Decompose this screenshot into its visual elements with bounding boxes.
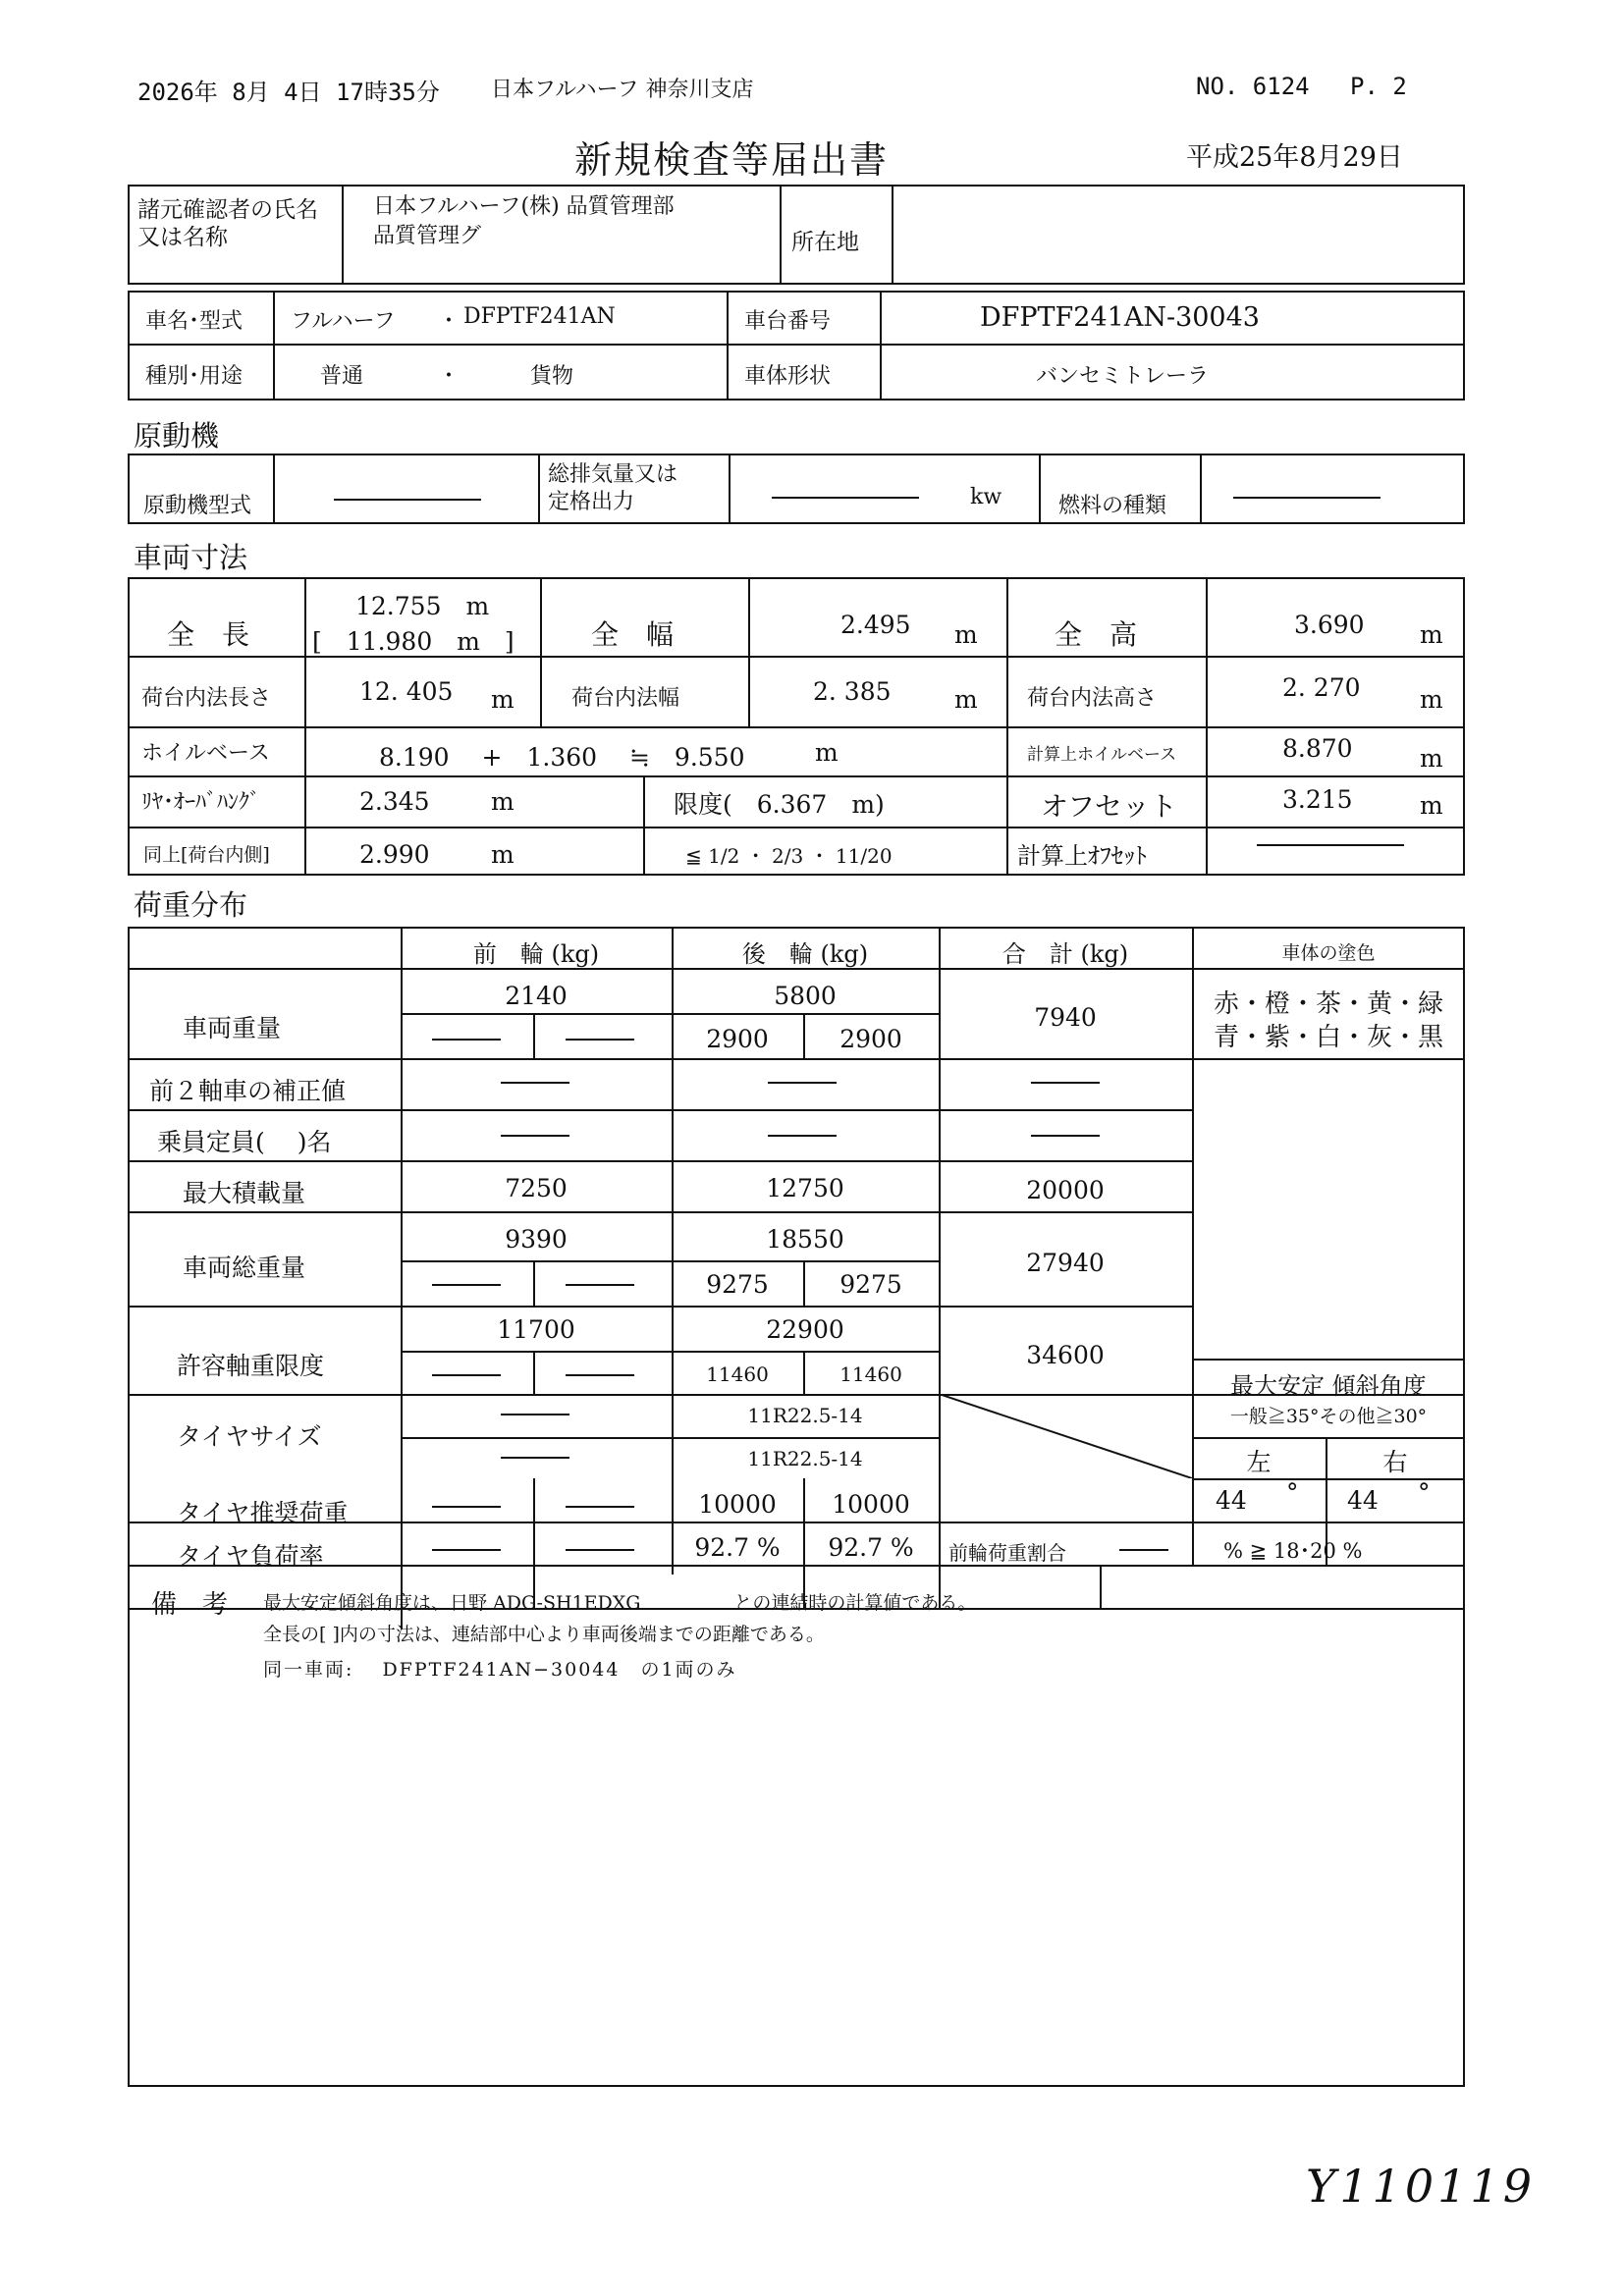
stability-left-angle: 44 <box>1216 1486 1247 1515</box>
bed-width-unit: m <box>954 685 978 714</box>
fuel-label: 燃料の種類 <box>1058 494 1167 518</box>
calc-wheelbase-value: 8.870 <box>1282 734 1353 763</box>
stability-condition: 一般≧35°その他≧30° <box>1229 1406 1428 1427</box>
engine-section-title: 原動機 <box>134 419 220 453</box>
serial-value: DFPTF241AN-30043 <box>980 302 1260 333</box>
bed-width-value: 2. 385 <box>813 677 892 706</box>
tire-load-rear-right: 10000 <box>832 1490 910 1519</box>
vehicle-weight-rear-left: 2900 <box>706 1025 769 1053</box>
remarks-line-1: 最大安定傾斜角度は、日野 ADG-SH1EDXG との連結時の計算値である。 <box>263 1592 977 1614</box>
width-label: 全 幅 <box>591 618 675 651</box>
fax-page: P. 2 <box>1350 73 1407 100</box>
document-title: 新規検査等届出書 <box>574 138 890 182</box>
offset-label: オフセット <box>1041 790 1177 823</box>
document-date: 平成25年8月29日 <box>1186 142 1403 173</box>
header-paint: 車体の塗色 <box>1281 942 1376 964</box>
vehicle-weight-total: 7940 <box>1034 1003 1097 1032</box>
wheelbase-label: ホイルベース <box>141 741 270 766</box>
calc-wheelbase-label: 計算上ホイルベース <box>1027 745 1177 765</box>
bed-height-value: 2. 270 <box>1282 673 1361 702</box>
stability-right-label: 右 <box>1382 1448 1408 1476</box>
gross-weight-total: 27940 <box>1026 1249 1105 1277</box>
max-load-label: 最大積載量 <box>183 1179 306 1207</box>
load-section-title: 荷重分布 <box>134 888 248 922</box>
same-bed-value: 2.990 <box>359 840 430 869</box>
model-label: 車名･型式 <box>145 309 244 334</box>
dimensions-section-title: 車両寸法 <box>134 541 248 574</box>
vehicle-weight-rear: 5800 <box>774 982 837 1010</box>
offset-value: 3.215 <box>1282 785 1353 814</box>
bed-height-unit: m <box>1420 685 1443 714</box>
offset-unit: m <box>1420 791 1443 820</box>
remarks-line-2: 全長の[ ]内の寸法は、連結部中心より車両後端までの距離である。 <box>263 1624 825 1645</box>
max-load-total: 20000 <box>1026 1176 1105 1204</box>
rear-overhang-label: ﾘﾔ･ｵｰﾊﾞﾊﾝｸﾞ <box>141 790 261 815</box>
gross-weight-front: 9390 <box>505 1225 568 1254</box>
max-load-front: 7250 <box>505 1174 568 1202</box>
width-unit: m <box>954 620 978 649</box>
axle-limit-label: 許容軸重限度 <box>177 1352 325 1380</box>
tire-ratio-rear-right: 92.7 % <box>828 1533 914 1562</box>
engine-output-blank <box>772 497 919 499</box>
front2-correction-label: 前２軸車の補正値 <box>149 1077 347 1105</box>
tire-load-label: タイヤ推奨荷重 <box>177 1499 349 1527</box>
overhang-ratio: ≦ 1/2 ・ 2/3 ・ 11/20 <box>685 844 893 868</box>
wheelbase-unit: m <box>815 738 839 767</box>
engine-type-blank <box>334 499 481 501</box>
category-separator: ・ <box>438 364 460 389</box>
axle-limit-front: 11700 <box>497 1315 575 1344</box>
axle-limit-rear-left: 11460 <box>706 1362 769 1386</box>
applicant-name-value: 日本フルハーフ(株) 品質管理部 品質管理グ <box>373 194 675 248</box>
engine-output-unit: kw <box>970 485 1002 509</box>
fuel-blank <box>1233 497 1380 499</box>
handwritten-code: Y110119 <box>1306 2160 1536 2213</box>
header-total: 合 計 (kg) <box>1001 940 1129 968</box>
width-value: 2.495 <box>840 611 911 639</box>
overhang-limit: 限度( 6.367 m) <box>674 790 885 819</box>
front-ratio-condition: % ≧ 18･20 % <box>1223 1539 1363 1563</box>
vehicle-weight-rear-right: 2900 <box>839 1025 902 1053</box>
vehicle-category: 普通 <box>320 364 364 389</box>
length-label: 全 長 <box>167 618 250 651</box>
axle-limit-total: 34600 <box>1026 1341 1105 1369</box>
paint-colors-row2: 青・紫・白・灰・黒 <box>1213 1023 1443 1052</box>
model-separator: ・ <box>438 309 460 334</box>
height-label: 全 高 <box>1055 618 1138 651</box>
axle-limit-rear-right: 11460 <box>839 1362 902 1386</box>
tire-size-rear-2: 11R22.5-14 <box>747 1447 863 1470</box>
tire-ratio-rear-left: 92.7 % <box>694 1533 781 1562</box>
stability-label: 最大安定 傾斜角度 <box>1230 1372 1427 1400</box>
paint-colors-row1: 赤・橙・茶・黄・緑 <box>1213 989 1443 1019</box>
engine-output-label: 総排気量又は 定格出力 <box>548 462 678 514</box>
calc-wheelbase-unit: m <box>1420 744 1443 773</box>
fax-sender: 日本フルハーフ 神奈川支店 <box>491 78 754 102</box>
max-load-rear: 12750 <box>766 1174 844 1202</box>
bed-width-label: 荷台内法幅 <box>571 686 680 711</box>
stability-right-angle: 44 <box>1347 1486 1379 1515</box>
tire-load-rear-left: 10000 <box>698 1490 777 1519</box>
vehicle-weight-front: 2140 <box>505 982 568 1010</box>
remarks-label: 備 考 <box>151 1590 229 1620</box>
applicant-name-label: 諸元確認者の氏名 又は名称 <box>137 197 318 250</box>
fax-datetime: 2026年 8月 4日 17時35分 <box>137 79 440 106</box>
front-ratio-label: 前輪荷重割合 <box>948 1541 1066 1565</box>
height-value: 3.690 <box>1294 611 1365 639</box>
tire-size-label: タイヤサイズ <box>177 1422 322 1451</box>
length-bracket-value: [ 11.980 m ] <box>312 627 514 656</box>
gross-weight-rear: 18550 <box>766 1225 844 1254</box>
same-bed-unit: m <box>491 840 514 869</box>
gross-weight-rear-left: 9275 <box>706 1270 769 1299</box>
bed-length-label: 荷台内法長さ <box>141 686 272 711</box>
remarks-line-3: 同一車両: DFPTF241AN−30044 の1両のみ <box>263 1659 737 1681</box>
bed-length-value: 12. 405 <box>359 677 454 706</box>
body-label: 車体形状 <box>744 364 832 389</box>
same-bed-label: 同上[荷台内側] <box>143 844 270 866</box>
stability-right-deg: ° <box>1418 1478 1431 1507</box>
height-unit: m <box>1420 620 1443 649</box>
vehicle-usage: 貨物 <box>530 364 574 389</box>
engine-type-label: 原動機型式 <box>143 494 252 518</box>
serial-label: 車台番号 <box>744 309 832 334</box>
tire-total-diagonal <box>939 1394 1192 1478</box>
header-rear: 後 輪 (kg) <box>741 940 869 968</box>
bed-height-label: 荷台内法高さ <box>1027 686 1158 711</box>
bed-length-unit: m <box>491 685 514 714</box>
category-label: 種別･用途 <box>145 364 244 389</box>
vehicle-model: DFPTF241AN <box>463 304 616 329</box>
wheelbase-expression: 8.190 + 1.360 ≒ 9.550 <box>379 743 745 772</box>
rear-overhang-unit: m <box>491 787 514 816</box>
stability-left-deg: ° <box>1286 1478 1299 1507</box>
gross-weight-label: 車両総重量 <box>183 1254 306 1282</box>
calc-offset-label: 計算上ｵﾌｾｯﾄ <box>1017 842 1147 870</box>
address-label: 所在地 <box>791 230 859 255</box>
fax-number: NO. 6124 <box>1196 73 1310 100</box>
passengers-label: 乗員定員( )名 <box>157 1128 332 1156</box>
axle-limit-rear: 22900 <box>766 1315 844 1344</box>
calc-offset-blank <box>1257 844 1404 846</box>
vehicle-weight-label: 車両重量 <box>183 1014 282 1042</box>
body-value: バンセミトレーラ <box>1036 364 1210 389</box>
engine-box <box>128 454 1465 524</box>
tire-ratio-label: タイヤ負荷率 <box>177 1542 324 1571</box>
gross-weight-rear-right: 9275 <box>839 1270 902 1299</box>
length-value: 12.755 m <box>355 592 490 620</box>
stability-left-label: 左 <box>1246 1448 1272 1476</box>
header-front: 前 輪 (kg) <box>472 940 600 968</box>
rear-overhang-value: 2.345 <box>359 787 430 816</box>
tire-size-rear-1: 11R22.5-14 <box>747 1404 863 1427</box>
vehicle-maker: フルハーフ <box>291 309 396 334</box>
